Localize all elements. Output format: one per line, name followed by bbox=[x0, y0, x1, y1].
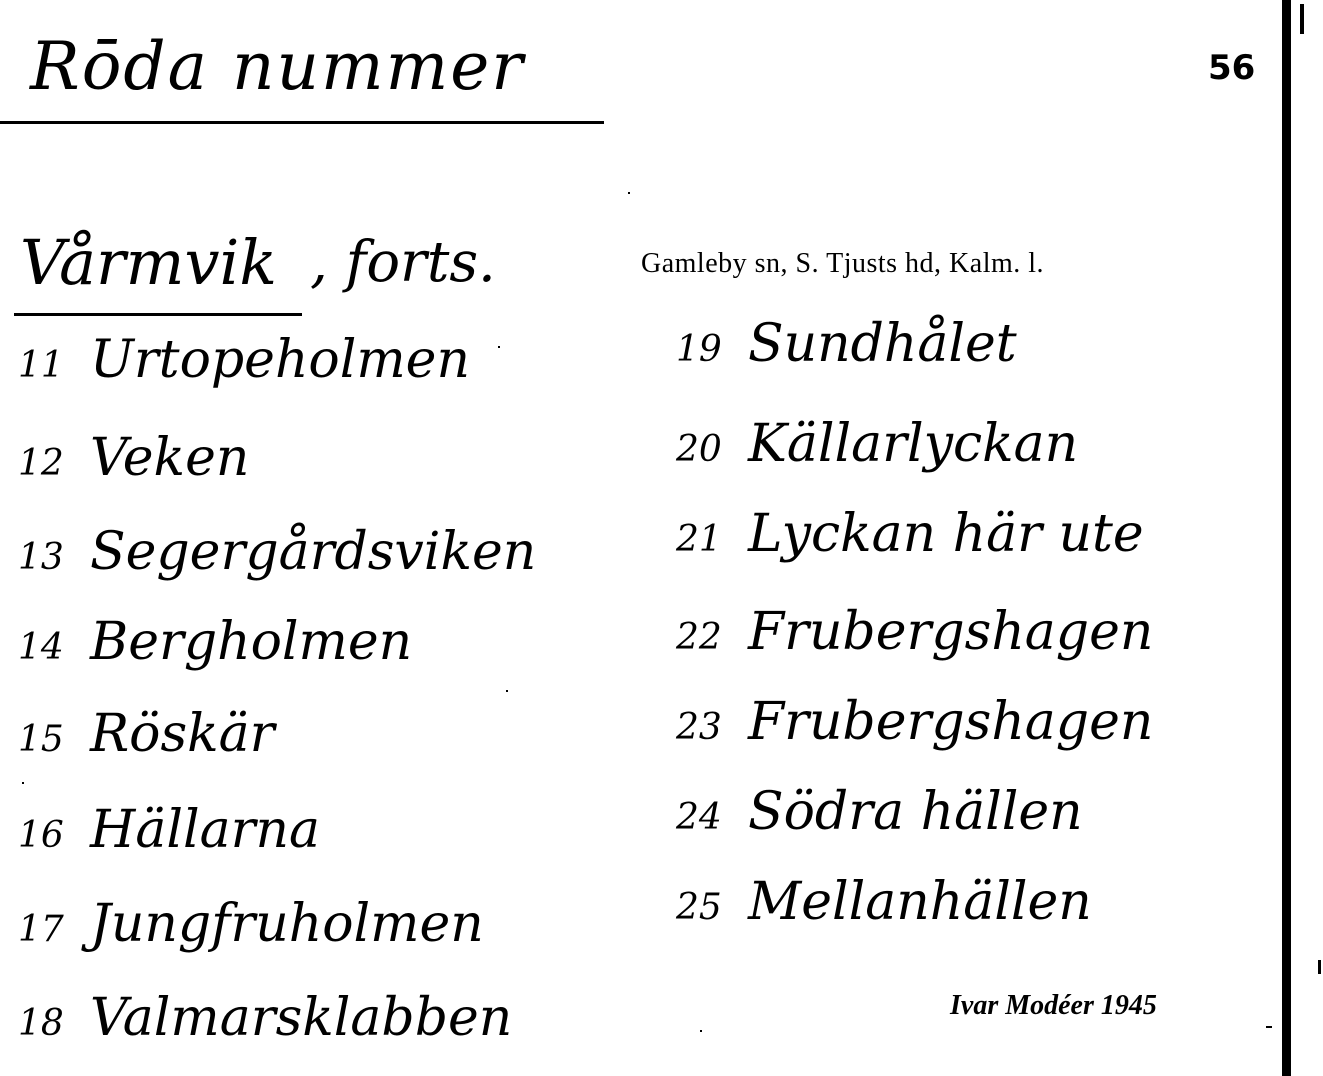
entry-number: 14 bbox=[18, 627, 64, 668]
entry-number: 13 bbox=[18, 537, 64, 578]
entry-name: Mellanhällen bbox=[748, 872, 1092, 932]
entry-number: 25 bbox=[676, 887, 722, 928]
entry-number: 15 bbox=[18, 719, 64, 760]
entry-number: 16 bbox=[18, 815, 64, 856]
entry-name: Sundhålet bbox=[748, 314, 1017, 374]
scan-speck bbox=[1318, 960, 1321, 974]
list-item bbox=[676, 872, 1092, 932]
list-item bbox=[676, 414, 1078, 474]
scan-speck bbox=[498, 346, 500, 348]
title-underline bbox=[0, 121, 604, 124]
entry-name: Röskär bbox=[90, 704, 275, 764]
list-item bbox=[18, 704, 275, 764]
entry-name: Urtopeholmen bbox=[90, 330, 470, 390]
scan-speck bbox=[1266, 1026, 1272, 1028]
list-item bbox=[676, 314, 1017, 374]
entry-number: 19 bbox=[676, 329, 722, 370]
list-item bbox=[18, 428, 249, 488]
list-item bbox=[676, 602, 1153, 662]
card-edge-rule bbox=[1282, 0, 1291, 1076]
entry-name: Veken bbox=[90, 428, 250, 488]
list-item bbox=[18, 612, 412, 672]
entry-name: Lyckan här ute bbox=[748, 504, 1144, 564]
place-heading: Vårmvik bbox=[20, 226, 277, 299]
scan-speck bbox=[506, 690, 508, 692]
entry-name: Frubergshagen bbox=[748, 602, 1154, 662]
scan-speck bbox=[1300, 4, 1304, 34]
list-item bbox=[18, 988, 512, 1048]
list-item bbox=[18, 330, 470, 390]
scan-speck bbox=[628, 192, 630, 194]
entry-number: 12 bbox=[18, 443, 64, 484]
entry-number: 23 bbox=[676, 707, 722, 748]
entry-number: 11 bbox=[18, 345, 64, 386]
entry-name: Södra hällen bbox=[748, 782, 1083, 842]
entry-number: 18 bbox=[18, 1003, 64, 1044]
entry-number: 21 bbox=[676, 519, 722, 560]
list-item bbox=[18, 800, 320, 860]
entry-name: Segergårdsviken bbox=[90, 522, 537, 582]
entry-number: 22 bbox=[676, 617, 722, 658]
page-number: 56 bbox=[1208, 48, 1256, 88]
list-item bbox=[676, 504, 1144, 564]
card-title: Rōda nummer bbox=[30, 28, 525, 105]
place-continuation: , forts. bbox=[310, 230, 496, 295]
entry-number: 17 bbox=[18, 909, 64, 950]
list-item bbox=[676, 782, 1083, 842]
scan-speck bbox=[700, 1030, 702, 1032]
entry-name: Jungfruholmen bbox=[90, 894, 484, 954]
entry-name: Källarlyckan bbox=[748, 414, 1079, 474]
scan-speck bbox=[22, 782, 24, 784]
entry-name: Frubergshagen bbox=[748, 692, 1154, 752]
list-item bbox=[18, 894, 484, 954]
entry-number: 24 bbox=[676, 797, 722, 838]
entry-name: Valmarsklabben bbox=[90, 988, 513, 1048]
entry-name: Bergholmen bbox=[90, 612, 413, 672]
entry-number: 20 bbox=[676, 429, 722, 470]
parish-line: Gamleby sn, S. Tjusts hd, Kalm. l. bbox=[641, 248, 1045, 279]
place-underline bbox=[14, 313, 302, 316]
entry-name: Hällarna bbox=[90, 800, 320, 860]
collector-signature: Ivar Modéer 1945 bbox=[950, 990, 1157, 1021]
list-item bbox=[18, 522, 536, 582]
list-item bbox=[676, 692, 1153, 752]
